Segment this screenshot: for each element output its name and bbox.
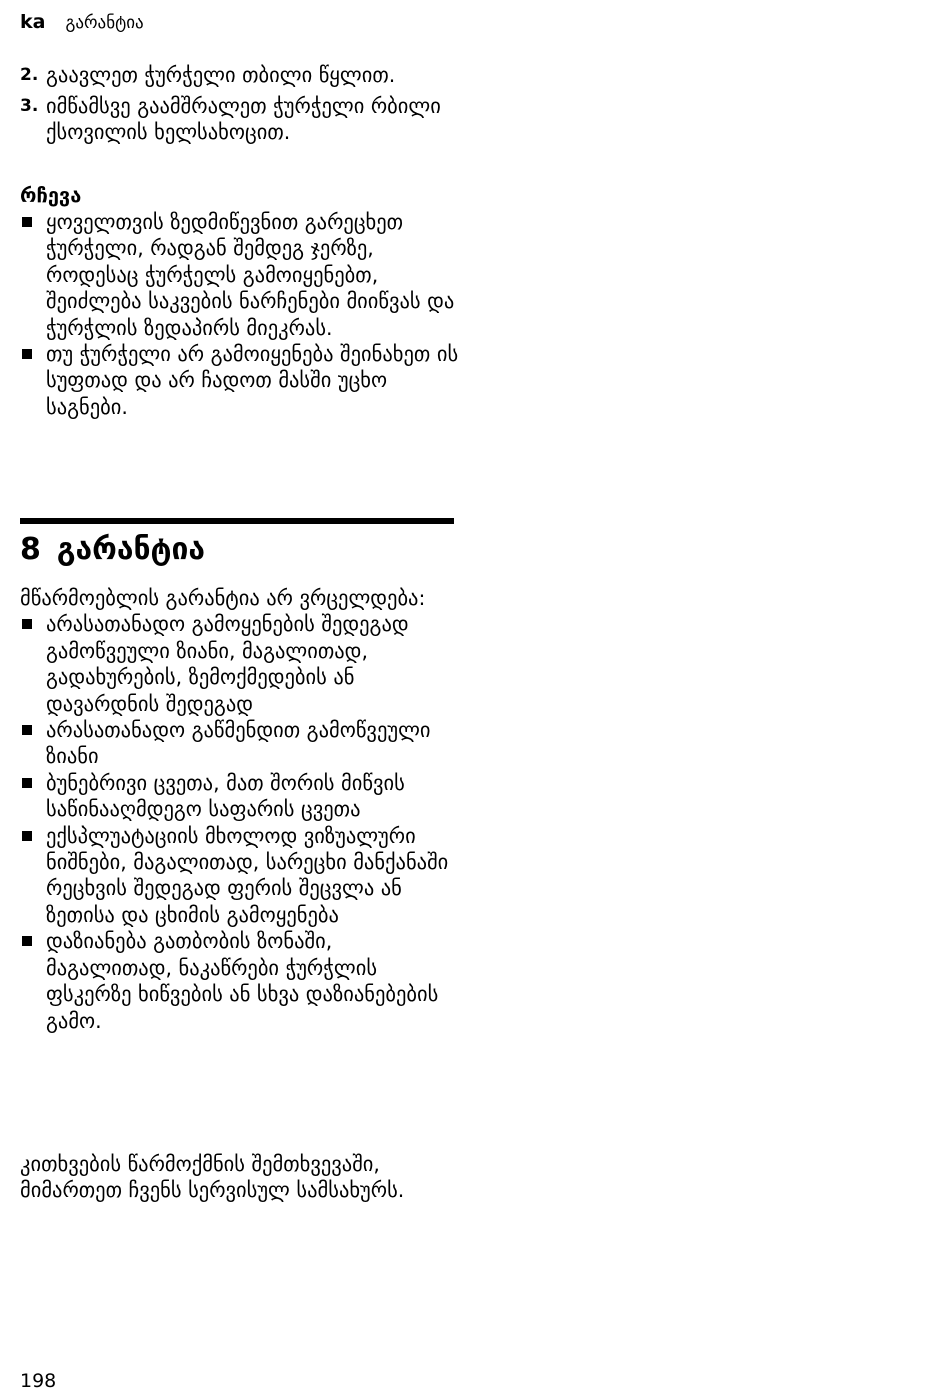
header-title: გარანტია bbox=[65, 13, 144, 33]
section-number: 8 bbox=[20, 532, 41, 567]
step-text: იმწამსვე გაამშრალეთ ჭურჭელი რბილი ქსოვილის ხელსახოცით. bbox=[46, 93, 441, 144]
list-item bbox=[20, 209, 460, 341]
step-item bbox=[20, 93, 460, 146]
list-item bbox=[20, 717, 460, 770]
list-item-text: ექსპლუატაციის მხოლოდ ვიზუალური ნიშნები, მაგალითად, სარეცხი მანქანაში რეცხვის შედეგად ფერის შეცვლა ან ზეთისა და ცხიმის გამოყენება bbox=[46, 823, 449, 927]
list-item bbox=[20, 823, 460, 929]
bullet-square-icon bbox=[22, 217, 32, 227]
step-item bbox=[20, 62, 460, 89]
tip-title: რჩევა bbox=[20, 183, 82, 207]
page-number: 198 bbox=[20, 1370, 57, 1392]
bullet-square-icon bbox=[22, 725, 32, 735]
list-item bbox=[20, 611, 460, 717]
list-item-text: არასათანადო გამოყენების შედეგად გამოწვეული ზიანი, მაგალითად, გადახურების, ზემოქმედების ან დავარდნის შედეგად bbox=[46, 612, 409, 716]
cleaning-steps bbox=[20, 62, 460, 150]
warranty-intro: მწარმოებლის გარანტია არ ვრცელდება: bbox=[20, 586, 426, 610]
bullet-square-icon bbox=[22, 936, 32, 946]
warranty-section bbox=[20, 585, 460, 1034]
section-divider bbox=[20, 518, 454, 524]
closing-paragraph: კითხვების წარმოქმნის შემთხვევაში, მიმართეთ ჩვენს სერვისულ სამსახურს. bbox=[20, 1152, 405, 1203]
list-item-text: ყოველთვის ზედმიწევნით გარეცხეთ ჭურჭელი, რადგან შემდეგ ჯერზე, როდესაც ჭურჭელს გამოიყენებთ, შეიძლება საკვების ნარჩენები მიიწვას და ჭურჭლის ზედაპირს მიეკრას. bbox=[46, 210, 455, 340]
language-code: ka bbox=[20, 11, 46, 33]
list-item bbox=[20, 770, 460, 823]
section-title: გარანტია bbox=[56, 532, 206, 567]
list-item-text: არასათანადო გაწმენდით გამოწვეული ზიანი bbox=[46, 718, 431, 769]
warranty-exclusions-list bbox=[20, 611, 460, 1034]
list-item-text: ბუნებრივი ცვეთა, მათ შორის მიწვის საწინააღმდეგო საფარის ცვეთა bbox=[46, 770, 405, 822]
list-item bbox=[20, 341, 460, 420]
tip-box bbox=[20, 181, 460, 420]
section-heading bbox=[20, 530, 205, 570]
bullet-square-icon bbox=[22, 619, 32, 629]
list-item bbox=[20, 928, 460, 1034]
page-header bbox=[20, 10, 144, 35]
step-number: 2. bbox=[20, 65, 39, 85]
bullet-square-icon bbox=[22, 349, 32, 359]
tip-list bbox=[20, 209, 460, 420]
list-item-text: თუ ჭურჭელი არ გამოიყენება შეინახეთ ის სუფთად და არ ჩადოთ მასში უცხო საგნები. bbox=[46, 342, 459, 419]
list-item-text: დაზიანება გათბობის ზონაში, მაგალითად, ნაკაწრები ჭურჭლის ფსკერზე ხიწვების ან სხვა დაზიანებების გამო. bbox=[46, 929, 439, 1033]
step-text: გაავლეთ ჭურჭელი თბილი წყლით. bbox=[46, 63, 396, 87]
bullet-square-icon bbox=[22, 778, 32, 788]
bullet-square-icon bbox=[22, 831, 32, 841]
step-number: 3. bbox=[20, 95, 39, 116]
